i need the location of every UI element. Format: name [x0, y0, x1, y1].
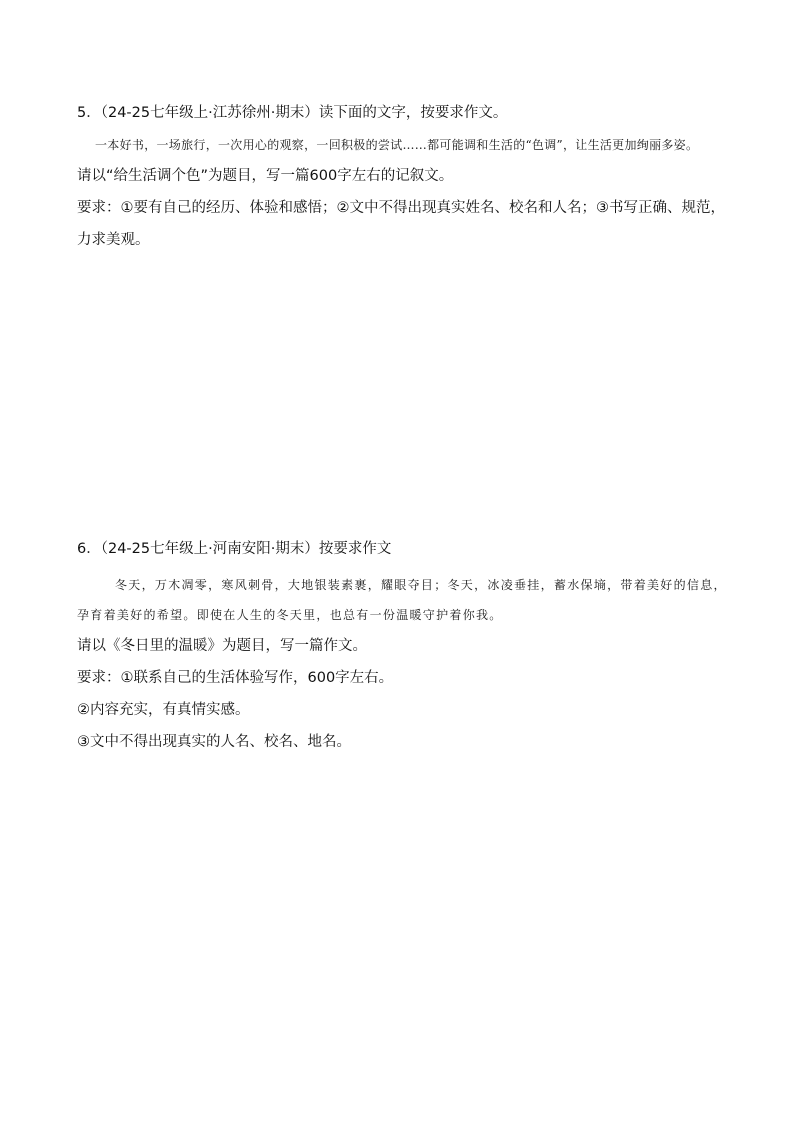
- question-6-requirement-1: 要求：①联系自己的生活体验写作，600字左右。: [77, 670, 394, 686]
- question-6: [77, 538, 727, 758]
- question-5-prompt: 请以“给生活调个色”为题目，写一篇600字左右的记叙文。: [77, 168, 454, 184]
- question-5-material: 一本好书，一场旅行，一次用心的观察，一回积极的尝试……都可能调和生活的“色调”，让生活更加绚丽多姿。: [95, 138, 699, 152]
- question-6-header: 6．（24-25七年级上·河南安阳·期末）按要求作文: [77, 541, 392, 557]
- question-5: [77, 102, 727, 256]
- question-5-requirement: 要求：①要有自己的经历、体验和感悟；②文中不得出现真实姓名、校名和人名；③书写正确、规范，力求美观。: [77, 200, 725, 248]
- question-6-requirement-2: ②内容充实，有真情实感。: [77, 702, 250, 718]
- question-6-prompt: 请以《冬日里的温暖》为题目，写一篇作文。: [77, 638, 367, 654]
- question-6-material: 冬天，万木凋零，寒风刺骨，大地银装素裹，耀眼夺目；冬天，冰凌垂挂，蓄水保墒，带着美好的信息，孕育着美好的希望。即使在人生的冬天里，也总有一份温暖守护着你我。: [77, 578, 727, 622]
- question-6-requirement-3: ③文中不得出现真实的人名、校名、地名。: [77, 734, 351, 750]
- question-5-header: 5．（24-25七年级上·江苏徐州·期末）读下面的文字，按要求作文。: [77, 105, 508, 121]
